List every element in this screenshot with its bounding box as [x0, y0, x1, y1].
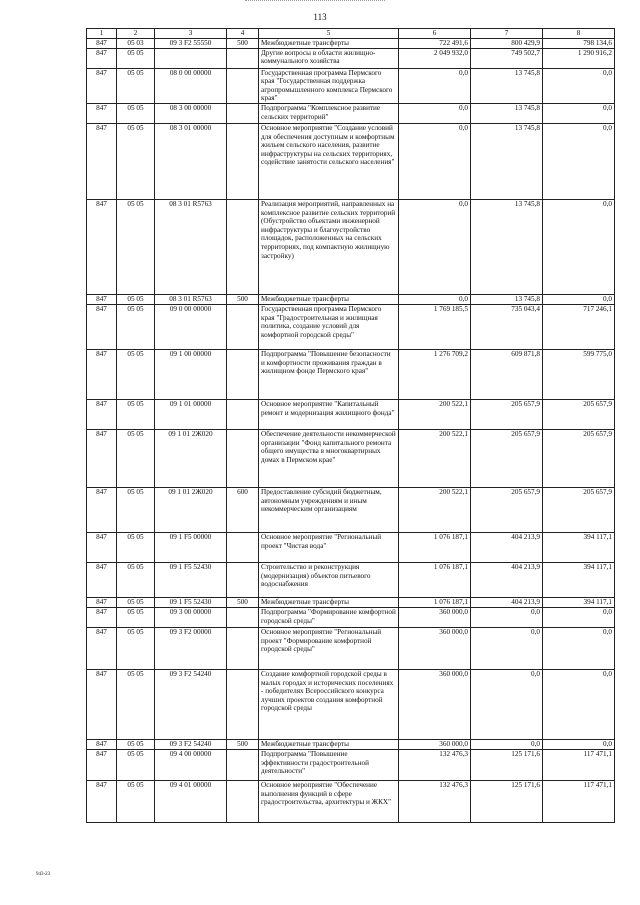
scan-artifact: [245, 0, 385, 3]
cell-year-1: 132 476,3: [399, 749, 471, 780]
column-header: 8: [543, 29, 615, 39]
cell-name: Государственная программа Пермского края "Государственная поддержка агропромышленного комплекса Пермского края": [259, 68, 399, 103]
column-header: 4: [227, 29, 259, 39]
cell-admin: 847: [87, 487, 117, 532]
cell-target: 08 3 00 00000: [155, 103, 227, 123]
table-row: [87, 487, 615, 532]
cell-section: 05 05: [117, 739, 155, 749]
cell-year-1: 200 522,1: [399, 429, 471, 487]
cell-expense-type: [227, 349, 259, 399]
cell-admin: 847: [87, 399, 117, 429]
cell-year-1: 200 522,1: [399, 399, 471, 429]
table-row: [87, 627, 615, 669]
cell-admin: 847: [87, 669, 117, 739]
cell-expense-type: 500: [227, 38, 259, 48]
cell-expense-type: 500: [227, 597, 259, 607]
cell-admin: 847: [87, 780, 117, 822]
budget-table: [86, 28, 615, 823]
column-header: 3: [155, 29, 227, 39]
table-header: [87, 29, 615, 39]
cell-year-2: 0,0: [471, 669, 543, 739]
cell-expense-type: [227, 48, 259, 68]
cell-expense-type: [227, 532, 259, 562]
table-row: [87, 38, 615, 48]
cell-year-1: 1 076 187,1: [399, 562, 471, 597]
cell-expense-type: [227, 669, 259, 739]
cell-expense-type: [227, 68, 259, 103]
cell-section: 05 05: [117, 103, 155, 123]
cell-year-2: 13 745,8: [471, 68, 543, 103]
cell-year-2: 749 502,7: [471, 48, 543, 68]
cell-year-1: 132 476,3: [399, 780, 471, 822]
cell-year-1: 360 000,0: [399, 607, 471, 627]
column-header: 6: [399, 29, 471, 39]
cell-section: 05 05: [117, 123, 155, 199]
table-row: [87, 429, 615, 487]
cell-section: 05 05: [117, 780, 155, 822]
cell-year-3: 117 471,1: [543, 749, 615, 780]
cell-year-2: 125 171,6: [471, 780, 543, 822]
cell-expense-type: 500: [227, 294, 259, 304]
cell-name: Межбюджетные трансферты: [259, 38, 399, 48]
cell-expense-type: [227, 103, 259, 123]
column-header: 5: [259, 29, 399, 39]
cell-year-3: 798 134,6: [543, 38, 615, 48]
cell-expense-type: [227, 607, 259, 627]
cell-expense-type: [227, 399, 259, 429]
cell-year-3: 0,0: [543, 199, 615, 294]
cell-admin: 847: [87, 627, 117, 669]
cell-year-1: 1 769 185,5: [399, 304, 471, 349]
cell-target: 09 1 F5 52430: [155, 562, 227, 597]
cell-name: Обеспечение деятельности некоммерческой организации "Фонд капитального ремонта общего имущества в многоквартирных домах в Пермском крае": [259, 429, 399, 487]
cell-year-3: 0,0: [543, 103, 615, 123]
cell-name: Основное мероприятие "Обеспечение выполнения функций в сфере градостроительства, архитектуры и ЖКХ": [259, 780, 399, 822]
cell-year-3: 205 657,9: [543, 429, 615, 487]
cell-year-3: 1 290 916,2: [543, 48, 615, 68]
cell-section: 05 05: [117, 597, 155, 607]
cell-admin: 847: [87, 349, 117, 399]
cell-expense-type: [227, 562, 259, 597]
cell-year-3: 599 775,0: [543, 349, 615, 399]
table-row: [87, 739, 615, 749]
cell-year-3: 117 471,1: [543, 780, 615, 822]
cell-year-1: 1 076 187,1: [399, 532, 471, 562]
cell-section: 05 05: [117, 749, 155, 780]
cell-target: [155, 48, 227, 68]
cell-expense-type: [227, 304, 259, 349]
cell-name: Подпрограмма "Повышение безопасности и комфортности проживания граждан в жилищном фонде Пермского края": [259, 349, 399, 399]
cell-expense-type: [227, 627, 259, 669]
cell-admin: 847: [87, 607, 117, 627]
table-row: [87, 669, 615, 739]
cell-year-3: 0,0: [543, 294, 615, 304]
table-row: [87, 562, 615, 597]
cell-admin: 847: [87, 48, 117, 68]
cell-year-2: 800 429,9: [471, 38, 543, 48]
cell-expense-type: [227, 780, 259, 822]
cell-name: Подпрограмма "Повышение эффективности градостроительной деятельности": [259, 749, 399, 780]
cell-admin: 847: [87, 304, 117, 349]
cell-admin: 847: [87, 38, 117, 48]
cell-year-2: 404 213,9: [471, 532, 543, 562]
cell-admin: 847: [87, 123, 117, 199]
cell-year-3: 0,0: [543, 739, 615, 749]
cell-admin: 847: [87, 68, 117, 103]
cell-target: 09 1 00 00000: [155, 349, 227, 399]
cell-year-3: 0,0: [543, 123, 615, 199]
cell-admin: 847: [87, 749, 117, 780]
cell-name: Межбюджетные трансферты: [259, 294, 399, 304]
cell-name: Строительство и реконструкция (модернизация) объектов питьевого водоснабжения: [259, 562, 399, 597]
cell-section: 05 05: [117, 669, 155, 739]
cell-target: 08 3 01 R5763: [155, 294, 227, 304]
cell-target: 09 3 F2 00000: [155, 627, 227, 669]
table-row: [87, 597, 615, 607]
cell-target: 09 4 01 00000: [155, 780, 227, 822]
cell-expense-type: [227, 123, 259, 199]
table-row: [87, 68, 615, 103]
cell-name: Подпрограмма "Комплексное развитие сельских территорий": [259, 103, 399, 123]
cell-target: 09 4 00 00000: [155, 749, 227, 780]
cell-year-2: 609 871,8: [471, 349, 543, 399]
cell-section: 05 05: [117, 48, 155, 68]
cell-name: Межбюджетные трансферты: [259, 597, 399, 607]
cell-year-2: 205 657,9: [471, 487, 543, 532]
table-row: [87, 48, 615, 68]
cell-admin: 847: [87, 532, 117, 562]
cell-year-2: 13 745,8: [471, 199, 543, 294]
cell-target: 09 3 F2 54240: [155, 669, 227, 739]
cell-expense-type: [227, 429, 259, 487]
cell-name: Основное мероприятие "Региональный проект "Формирование комфортной городской среды": [259, 627, 399, 669]
cell-admin: 847: [87, 739, 117, 749]
table-row: [87, 399, 615, 429]
cell-admin: 847: [87, 597, 117, 607]
table-row: [87, 123, 615, 199]
cell-section: 05 05: [117, 607, 155, 627]
cell-section: 05 05: [117, 627, 155, 669]
cell-name: Государственная программа Пермского края "Градостроительная и жилищная политика, создание условий для комфортной городской среды": [259, 304, 399, 349]
cell-section: 05 05: [117, 294, 155, 304]
cell-year-2: 735 043,4: [471, 304, 543, 349]
cell-admin: 847: [87, 199, 117, 294]
cell-section: 05 05: [117, 68, 155, 103]
cell-target: 09 1 F5 00000: [155, 532, 227, 562]
cell-year-3: 0,0: [543, 607, 615, 627]
cell-year-3: 394 117,1: [543, 562, 615, 597]
table-row: [87, 294, 615, 304]
cell-target: 09 3 00 00000: [155, 607, 227, 627]
cell-name: Подпрограмма "Формирование комфортной городской среды": [259, 607, 399, 627]
table-row: [87, 304, 615, 349]
cell-name: Предоставление субсидий бюджетным, автономным учреждениям и иным некоммерческим организациям: [259, 487, 399, 532]
cell-year-1: 0,0: [399, 294, 471, 304]
cell-target: 09 1 F5 52430: [155, 597, 227, 607]
cell-name: Межбюджетные трансферты: [259, 739, 399, 749]
cell-year-1: 360 000,0: [399, 739, 471, 749]
cell-year-3: 394 117,1: [543, 532, 615, 562]
cell-year-1: 2 049 932,0: [399, 48, 471, 68]
cell-year-1: 1 076 187,1: [399, 597, 471, 607]
cell-year-2: 205 657,9: [471, 429, 543, 487]
cell-year-2: 0,0: [471, 739, 543, 749]
cell-expense-type: 500: [227, 739, 259, 749]
cell-name: Основное мероприятие "Капитальный ремонт и модернизация жилищного фонда": [259, 399, 399, 429]
table-row: [87, 103, 615, 123]
table-row: [87, 607, 615, 627]
cell-year-3: 0,0: [543, 627, 615, 669]
cell-section: 05 05: [117, 562, 155, 597]
cell-section: 05 05: [117, 199, 155, 294]
cell-section: 05 05: [117, 487, 155, 532]
cell-year-1: 360 000,0: [399, 627, 471, 669]
cell-target: 09 1 01 00000: [155, 399, 227, 429]
cell-expense-type: 600: [227, 487, 259, 532]
table-row: [87, 749, 615, 780]
table-row: [87, 349, 615, 399]
cell-section: 05 05: [117, 304, 155, 349]
cell-admin: 847: [87, 429, 117, 487]
cell-year-3: 205 657,9: [543, 399, 615, 429]
table-body: [87, 38, 615, 822]
cell-target: 09 0 00 00000: [155, 304, 227, 349]
cell-name: Создание комфортной городской среды в малых городах и исторических поселениях - победителях Всероссийского конкурса лучших проектов создания комфортной городской среды: [259, 669, 399, 739]
cell-name: Основное мероприятие "Региональный проект "Чистая вода": [259, 532, 399, 562]
cell-year-2: 125 171,6: [471, 749, 543, 780]
footer-code: 943-23: [36, 872, 51, 877]
cell-target: 09 1 01 2Ж020: [155, 429, 227, 487]
cell-admin: 847: [87, 294, 117, 304]
cell-year-1: 0,0: [399, 68, 471, 103]
table-row: [87, 780, 615, 822]
cell-year-2: 0,0: [471, 627, 543, 669]
cell-target: 08 3 01 R5763: [155, 199, 227, 294]
cell-year-2: 13 745,8: [471, 294, 543, 304]
cell-year-3: 0,0: [543, 669, 615, 739]
cell-expense-type: [227, 199, 259, 294]
header-row: [87, 29, 615, 39]
table-row: [87, 199, 615, 294]
cell-year-2: 13 745,8: [471, 103, 543, 123]
page-number: 113: [313, 12, 327, 22]
column-header: 2: [117, 29, 155, 39]
cell-admin: 847: [87, 562, 117, 597]
cell-year-3: 394 117,1: [543, 597, 615, 607]
cell-year-2: 0,0: [471, 607, 543, 627]
cell-expense-type: [227, 749, 259, 780]
cell-section: 05 05: [117, 429, 155, 487]
cell-year-1: 0,0: [399, 103, 471, 123]
cell-section: 05 03: [117, 38, 155, 48]
cell-year-1: 360 000,0: [399, 669, 471, 739]
cell-year-3: 0,0: [543, 68, 615, 103]
cell-name: Реализация мероприятий, направленных на комплексное развитие сельских территорий (Обустройство объектами инженерной инфраструктуры и благоустройство площадок, расположенных на сельских территориях, под компактную жилищную застройку): [259, 199, 399, 294]
cell-year-1: 200 522,1: [399, 487, 471, 532]
cell-target: 09 3 F2 55550: [155, 38, 227, 48]
cell-year-1: 0,0: [399, 123, 471, 199]
cell-target: 09 3 F2 54240: [155, 739, 227, 749]
cell-year-2: 404 213,9: [471, 597, 543, 607]
cell-section: 05 05: [117, 349, 155, 399]
cell-year-1: 722 491,6: [399, 38, 471, 48]
cell-target: 08 0 00 00000: [155, 68, 227, 103]
cell-year-1: 1 276 709,2: [399, 349, 471, 399]
cell-name: Основное мероприятие "Создание условий для обеспечения доступным и комфортным жильем сельского населения, развитие инфраструктуры на сельских территориях, содействие занятости сельского населения": [259, 123, 399, 199]
column-header: 7: [471, 29, 543, 39]
cell-year-3: 205 657,9: [543, 487, 615, 532]
cell-admin: 847: [87, 103, 117, 123]
cell-section: 05 05: [117, 399, 155, 429]
cell-year-2: 205 657,9: [471, 399, 543, 429]
cell-year-1: 0,0: [399, 199, 471, 294]
cell-name: Другие вопросы в области жилищно-коммунального хозяйства: [259, 48, 399, 68]
cell-year-3: 717 246,1: [543, 304, 615, 349]
cell-target: 09 1 01 2Ж020: [155, 487, 227, 532]
column-header: 1: [87, 29, 117, 39]
table-row: [87, 532, 615, 562]
cell-year-2: 404 213,9: [471, 562, 543, 597]
cell-year-2: 13 745,8: [471, 123, 543, 199]
cell-section: 05 05: [117, 532, 155, 562]
cell-target: 08 3 01 00000: [155, 123, 227, 199]
